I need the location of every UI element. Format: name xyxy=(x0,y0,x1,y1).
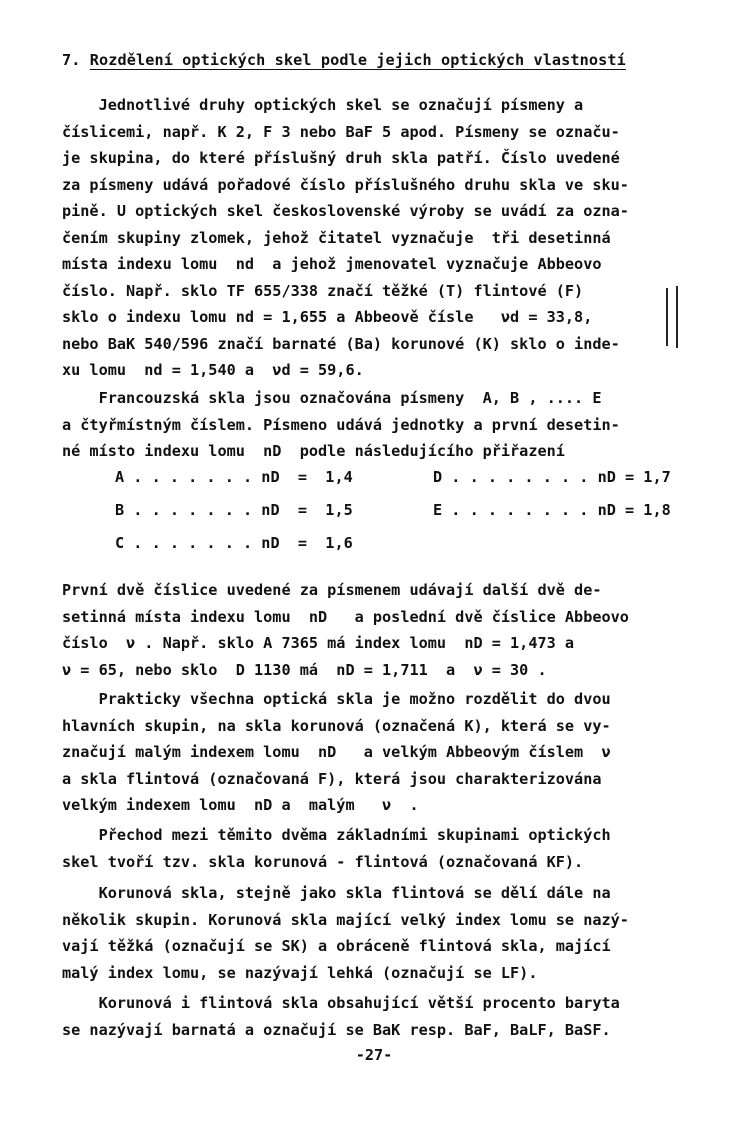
text-line: číslo ν . Např. sklo A 7365 má index lomu nD = 1,473 a xyxy=(62,634,575,652)
table-row xyxy=(115,534,675,567)
table-cell-left: B . . . . . . . nD = 1,5 xyxy=(115,501,353,519)
page-number: -27- xyxy=(355,1046,393,1064)
text-line: vají těžká (označují se SK) a obráceně flintová skla, mající xyxy=(62,937,611,955)
paragraph-main-groups xyxy=(62,686,687,819)
table-cell-left: A . . . . . . . nD = 1,4 xyxy=(115,468,353,486)
table-cell-right: E . . . . . . . . nD = 1,8 xyxy=(433,501,671,519)
section-title: Rozdělení optických skel podle jejich optických vlastností xyxy=(89,51,626,69)
text-line: čením skupiny zlomek, jehož čitatel vyznačuje tři desetinná xyxy=(62,228,611,247)
text-line: Korunová skla, stejně jako skla flintová se dělí dále na xyxy=(62,884,611,902)
paragraph-subgroups xyxy=(62,880,687,986)
margin-mark xyxy=(676,286,678,348)
text-line: a čtyřmístným číslem. Písmeno udává jednotky a první desetin- xyxy=(62,415,620,434)
text-line: značují malým indexem lomu nD a velkým Abbeovým číslem ν xyxy=(62,743,611,761)
index-assignment-table xyxy=(115,468,675,567)
text-line: Francouzská skla jsou označována písmeny A, B , .... E xyxy=(62,389,602,407)
text-line: Korunová i flintová skla obsahující větší procento baryta xyxy=(62,994,620,1012)
text-line: xu lomu nd = 1,540 a νd = 59,6. xyxy=(62,361,364,379)
text-line: sklo o indexu lomu nd = 1,655 a Abbeově čísle νd = 33,8, xyxy=(62,308,593,326)
text-line: číslicemi, např. K 2, F 3 nebo BaF 5 apod. Písmeny se označu- xyxy=(62,122,620,141)
text-line: a skla flintová (označovaná F), která jsou charakterizována xyxy=(62,769,602,788)
paragraph-transition xyxy=(62,822,687,875)
text-line: za písmeny udává pořadové číslo příslušného druhu skla ve sku- xyxy=(62,175,629,194)
text-line: místa indexu lomu nd a jehož jmenovatel vyznačuje Abbeovo xyxy=(62,255,602,273)
section-heading xyxy=(62,50,626,70)
text-line: pině. U optických skel československé výroby se uvádí za ozna- xyxy=(62,202,629,220)
text-line: se nazývají barnatá a označují se BaK resp. BaF, BaLF, BaSF. xyxy=(62,1020,611,1039)
text-line: číslo. Např. sklo TF 655/338 značí těžké (T) flintové (F) xyxy=(62,281,584,300)
paragraph-glass-designation xyxy=(62,92,687,384)
text-line: skel tvoří tzv. skla korunová - flintová (označovaná KF). xyxy=(62,852,584,871)
text-line: ν = 65, nebo sklo D 1130 má nD = 1,711 a ν = 30 . xyxy=(62,660,547,679)
margin-mark xyxy=(666,288,668,346)
text-line: Prakticky všechna optická skla je možno rozdělit do dvou xyxy=(62,690,611,708)
paragraph-french-digits xyxy=(62,577,687,683)
section-number: 7. xyxy=(62,51,81,69)
text-line: několik skupin. Korunová skla mající velký index lomu se nazý- xyxy=(62,910,629,929)
text-line: Přechod mezi těmito dvěma základními skupinami optických xyxy=(62,826,611,844)
table-row xyxy=(115,501,675,534)
text-line: né místo indexu lomu nD podle následujícího přiřazení xyxy=(62,442,565,460)
text-line: setinná místa indexu lomu nD a poslední dvě číslice Abbeovo xyxy=(62,607,629,626)
table-cell-left: C . . . . . . . nD = 1,6 xyxy=(115,534,353,552)
text-line: Jednotlivé druhy optických skel se označují písmeny a xyxy=(62,96,584,114)
text-line: hlavních skupin, na skla korunová (označená K), která se vy- xyxy=(62,716,611,735)
paragraph-barium xyxy=(62,990,687,1043)
table-row xyxy=(115,468,675,501)
text-line: je skupina, do které příslušný druh skla patří. Číslo uvedené xyxy=(62,149,620,167)
text-line: nebo BaK 540/596 značí barnaté (Ba) korunové (K) sklo o inde- xyxy=(62,334,620,353)
table-cell-right: D . . . . . . . . nD = 1,7 xyxy=(433,468,671,486)
text-line: malý index lomu, se nazývají lehká (označují se LF). xyxy=(62,963,538,982)
text-line: velkým indexem lomu nD a malým ν . xyxy=(62,796,419,814)
paragraph-french-glasses xyxy=(62,385,687,465)
text-line: První dvě číslice uvedené za písmenem udávají další dvě de- xyxy=(62,581,602,599)
